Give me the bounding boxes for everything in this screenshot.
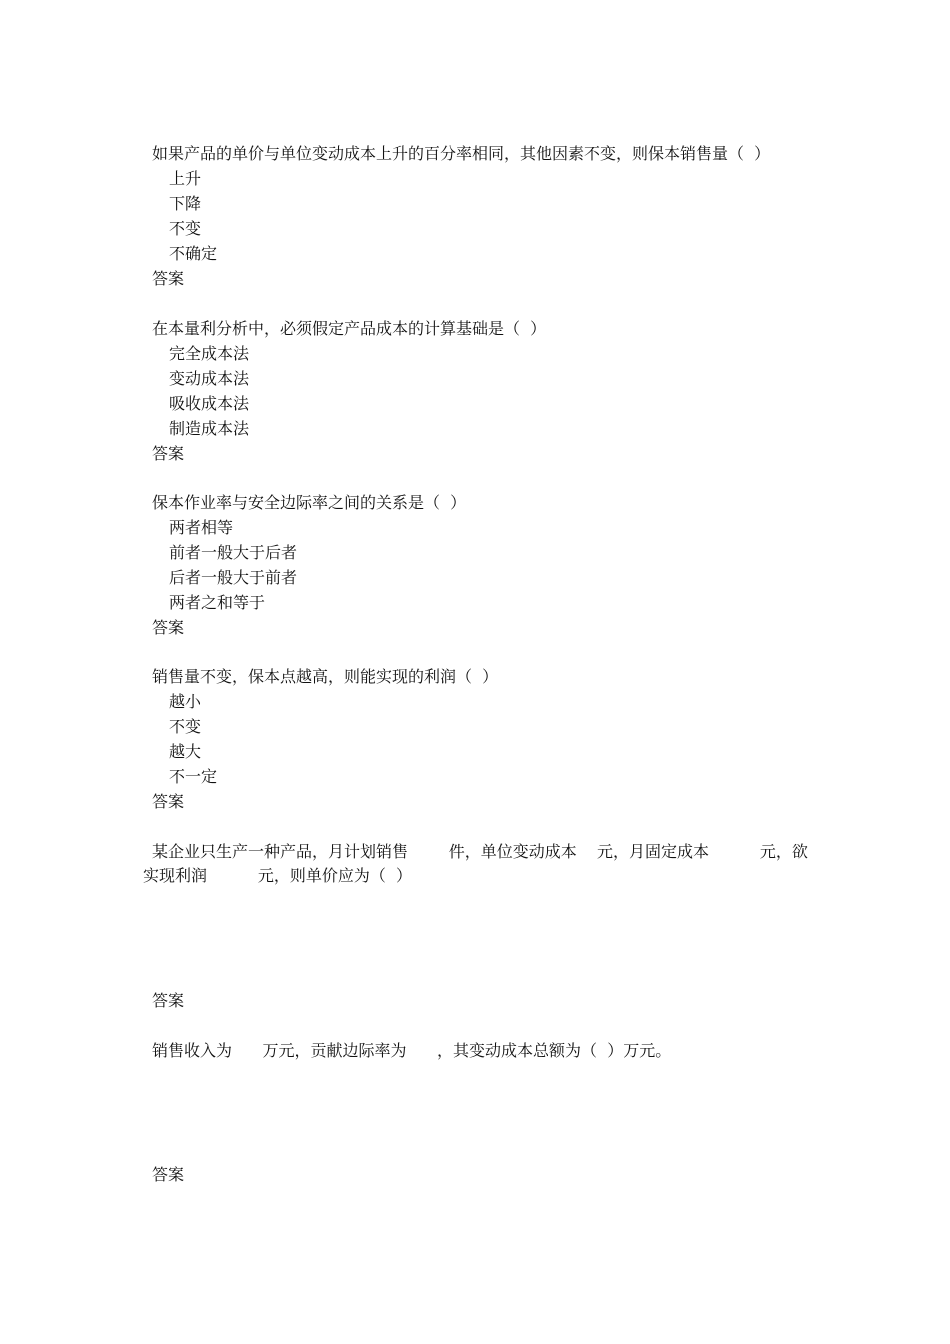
question-2-option-c[interactable]: 吸收成本法 [169,394,250,413]
question-1-stem: 如果产品的单价与单位变动成本上升的百分率相同，其他因素不变，则保本销售量（ ） [152,144,771,163]
question-1-option-b[interactable]: 下降 [169,194,202,213]
question-3-stem: 保本作业率与安全边际率之间的关系是（ ） [152,493,467,512]
question-5-stem-line-2: 实现利润 元，则单价应为（ ） [143,866,413,885]
question-4-option-b[interactable]: 不变 [169,717,202,736]
question-2-option-b[interactable]: 变动成本法 [169,369,250,388]
question-4-option-a[interactable]: 越小 [169,692,202,711]
question-2-option-a[interactable]: 完全成本法 [169,344,250,363]
question-3-option-b[interactable]: 前者一般大于后者 [169,543,298,562]
question-1-answer-label: 答案 [152,269,185,288]
question-4-stem: 销售量不变，保本点越高，则能实现的利润（ ） [152,667,499,686]
question-4-answer-label: 答案 [152,792,185,811]
question-2-option-d[interactable]: 制造成本法 [169,419,250,438]
question-2-answer-label: 答案 [152,444,185,463]
question-4-option-d[interactable]: 不一定 [169,767,218,786]
question-6-answer-label: 答案 [152,1165,185,1184]
question-1-option-a[interactable]: 上升 [169,169,202,188]
question-5-stem-line-1: 某企业只生产一种产品，月计划销售 件，单位变动成本 元，月固定成本 元，欲 [152,842,808,861]
question-6-stem: 销售收入为 万元，贡献边际率为 ，其变动成本总额为（ ）万元。 [152,1041,672,1060]
question-1-option-d[interactable]: 不确定 [169,244,218,263]
question-2-stem: 在本量利分析中，必须假定产品成本的计算基础是（ ） [152,319,547,338]
question-1-option-c[interactable]: 不变 [169,219,202,238]
question-5-answer-label: 答案 [152,991,185,1010]
question-3-option-d[interactable]: 两者之和等于 [169,593,266,612]
question-3-answer-label: 答案 [152,618,185,637]
question-3-option-c[interactable]: 后者一般大于前者 [169,568,298,587]
question-3-option-a[interactable]: 两者相等 [169,518,234,537]
question-4-option-c[interactable]: 越大 [169,742,202,761]
